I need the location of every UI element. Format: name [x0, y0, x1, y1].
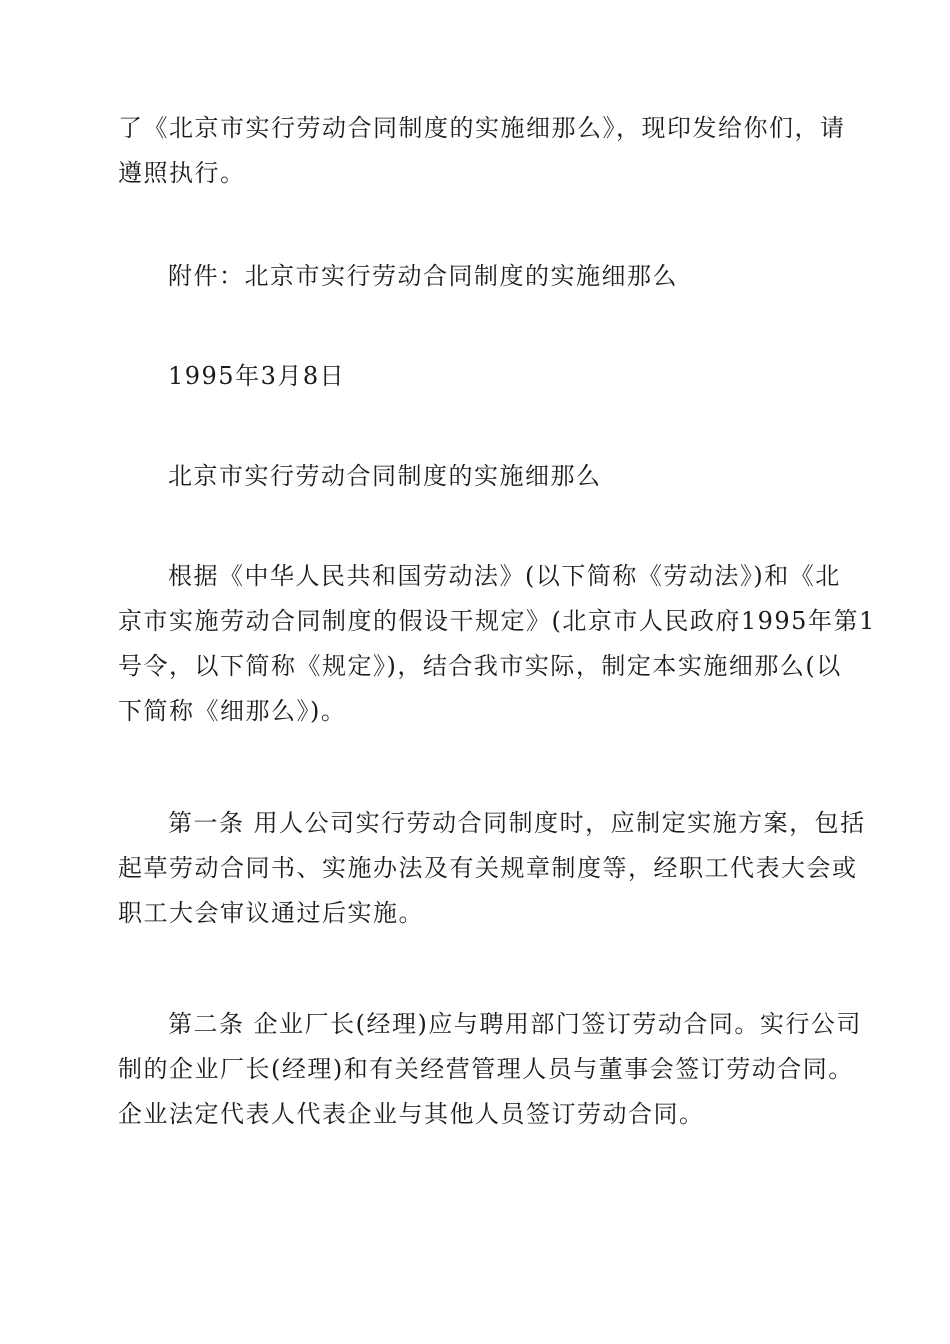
paragraph-preamble — [118, 554, 876, 734]
text-line: 起草劳动合同书、实施办法及有关规章制度等，经职工代表大会或 — [118, 854, 858, 882]
paragraph-article-1 — [118, 801, 866, 936]
text-line: 北京市实行劳动合同制度的实施细那么 — [168, 462, 602, 490]
paragraph-article-2 — [118, 1002, 862, 1137]
text-line: 企业法定代表人代表企业与其他人员签订劳动合同。 — [118, 1100, 705, 1128]
text-line: 1995年3月8日 — [168, 362, 346, 390]
text-line: 号令，以下简称《规定》)，结合我市实际，制定本实施细那么(以 — [118, 652, 842, 680]
text-line: 制的企业厂长(经理)和有关经营管理人员与董事会签订劳动合同。 — [118, 1055, 854, 1083]
paragraph-attachment — [118, 254, 834, 299]
text-line: 遵照执行。 — [118, 159, 246, 187]
paragraph-document-title — [118, 454, 834, 499]
text-line: 附件：北京市实行劳动合同制度的实施细那么 — [168, 262, 678, 290]
paragraph-notice-continuation — [118, 106, 846, 196]
paragraph-date — [118, 354, 834, 399]
text-line: 京市实施劳动合同制度的假设干规定》(北京市人民政府1995年第1 — [118, 607, 876, 635]
text-line: 第一条 用人公司实行劳动合同制度时，应制定实施方案，包括 — [168, 809, 866, 837]
text-line: 职工大会审议通过后实施。 — [118, 899, 424, 927]
text-line: 了《北京市实行劳动合同制度的实施细那么》，现印发给你们，请 — [118, 114, 846, 142]
text-line: 第二条 企业厂长(经理)应与聘用部门签订劳动合同。实行公司 — [168, 1010, 862, 1038]
text-line: 下简称《细那么》)。 — [118, 697, 347, 725]
text-line: 根据《中华人民共和国劳动法》(以下简称《劳动法》)和《北 — [168, 562, 841, 590]
